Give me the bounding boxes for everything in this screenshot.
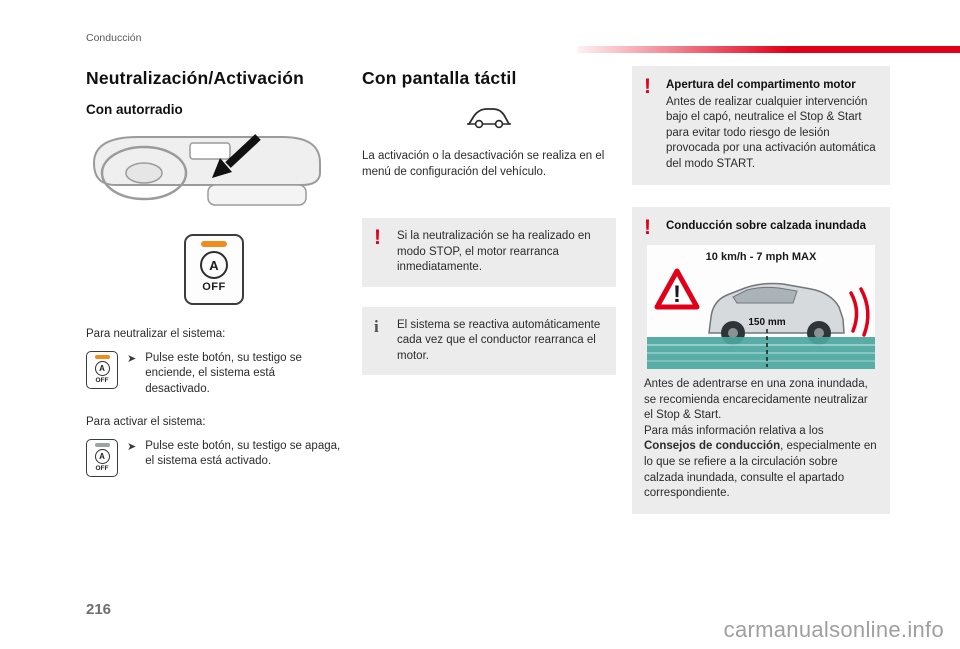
off-label: OFF bbox=[95, 464, 109, 472]
page-title: Neutralización/Activación bbox=[86, 68, 304, 88]
info-box-reactivation bbox=[362, 307, 616, 376]
warning-icon: ! bbox=[374, 226, 381, 250]
flood-box-text1: Antes de adentrarse en una zona inundada, se recomienda encarecidamente neutralizar el Stop & Start. bbox=[644, 378, 868, 422]
info-icon: i bbox=[374, 316, 379, 336]
car-pictogram-wrap bbox=[362, 105, 616, 131]
button-led-indicator bbox=[201, 241, 227, 247]
flood-box-title: Conducción sobre calzada inundada bbox=[666, 219, 867, 232]
neutralize-intro: Para neutralizar el sistema: bbox=[86, 328, 226, 340]
button-led-indicator bbox=[95, 443, 110, 447]
section-label: Conducción bbox=[86, 32, 142, 44]
column-left bbox=[86, 68, 342, 495]
water-depth-label: 150 mm bbox=[748, 317, 786, 329]
stop-start-off-button-small bbox=[86, 439, 118, 477]
eco-a-symbol: A bbox=[200, 251, 228, 279]
warning-icon: ! bbox=[644, 215, 651, 239]
off-label: OFF bbox=[95, 376, 109, 384]
stop-start-off-button-small bbox=[86, 351, 118, 389]
off-label: OFF bbox=[202, 281, 226, 293]
watermark: carmanualsonline.info bbox=[723, 617, 944, 642]
stop-start-off-button-large bbox=[184, 234, 244, 305]
page-number: 216 bbox=[86, 601, 112, 618]
column-right bbox=[632, 66, 890, 536]
speed-limit-label: 10 km/h - 7 mph MAX bbox=[705, 251, 817, 264]
flood-text2-bold: Consejos de conducción bbox=[644, 440, 781, 453]
flooded-road-icon bbox=[647, 245, 875, 369]
activate-intro: Para activar el sistema: bbox=[86, 416, 206, 429]
engine-box-text: Antes de realizar cualquier intervención bajo el capó, neutralice el Stop & Start para evitar todo riesgo de lesión provocada por una activación automática del modo START. bbox=[666, 95, 876, 170]
flood-box-text2 bbox=[644, 424, 878, 502]
flooded-road-warning-box bbox=[632, 207, 890, 514]
dashboard-illustration bbox=[86, 127, 342, 220]
step-arrow-icon: ➤ bbox=[127, 440, 137, 453]
neutralize-step-row bbox=[86, 351, 342, 398]
subtitle-autoradio: Con autorradio bbox=[86, 102, 183, 117]
warning-box-stop-mode bbox=[362, 218, 616, 287]
car-icon bbox=[466, 105, 512, 131]
column-middle bbox=[362, 68, 616, 395]
engine-box-title: Apertura del compartimento motor bbox=[666, 79, 856, 91]
neutralize-step-text: Pulse este botón, su testigo se enciende, el sistema está desactivado. bbox=[145, 351, 302, 395]
dashboard-icon bbox=[86, 127, 326, 215]
info-text: El sistema se reactiva automáticamente cada vez que el conductor rearranca el motor. bbox=[397, 318, 601, 362]
touchscreen-title: Con pantalla táctil bbox=[362, 68, 517, 88]
activate-step-row bbox=[86, 439, 342, 477]
warning-icon: ! bbox=[644, 75, 651, 98]
flooded-road-illustration bbox=[644, 245, 878, 369]
step-arrow-icon: ➤ bbox=[127, 352, 137, 365]
triangle-exclamation: ! bbox=[673, 281, 681, 309]
flood-text2-pre: Para más información relativa a los bbox=[644, 424, 824, 437]
warning-text: Si la neutralización se ha realizado en modo STOP, el motor rearranca inmediatamente. bbox=[397, 230, 591, 274]
flood-text2-post: , especialmente en lo que se refiere a la circulación sobre calzada inundada, consulte el apartado correspondiente. bbox=[644, 440, 877, 500]
header-accent-bar bbox=[578, 46, 960, 53]
eco-a-symbol: A bbox=[95, 361, 110, 376]
engine-compartment-warning-box bbox=[632, 66, 890, 185]
activate-step-text: Pulse este botón, su testigo se apaga, el sistema está activado. bbox=[145, 439, 341, 468]
eco-a-symbol: A bbox=[95, 449, 110, 464]
button-led-indicator bbox=[95, 355, 110, 359]
touchscreen-intro: La activación o la desactivación se realiza en el menú de configuración del vehículo. bbox=[362, 150, 605, 178]
